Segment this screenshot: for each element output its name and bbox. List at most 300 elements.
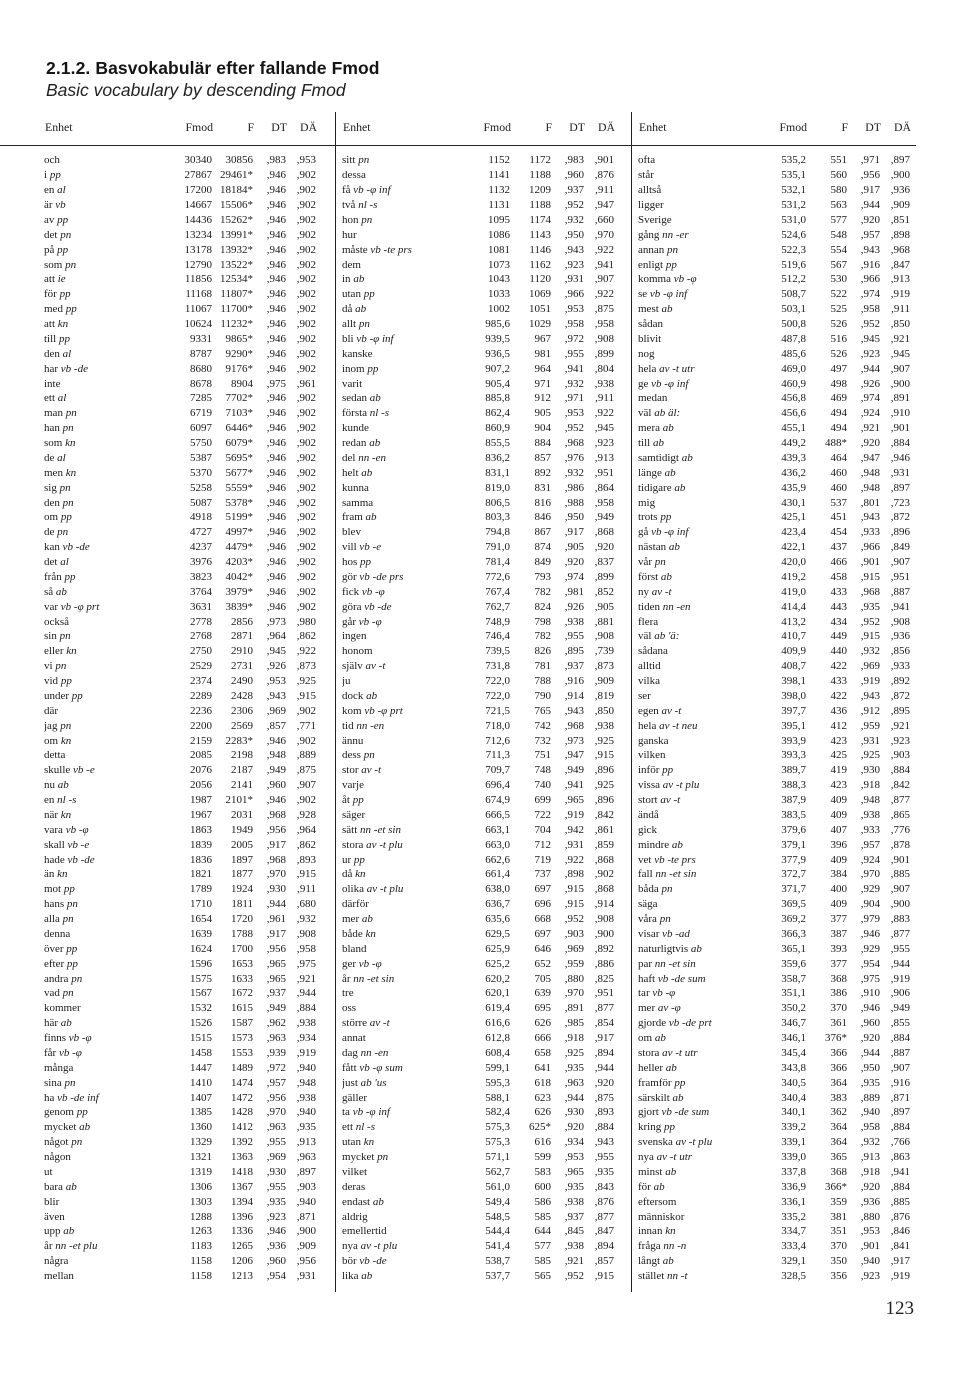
word-class: pp xyxy=(663,1121,675,1134)
cell-da: ,928 xyxy=(296,808,316,821)
cell-f: 383 xyxy=(830,1091,847,1104)
cell-f: 2871 xyxy=(231,630,253,643)
cell-fmod: 1821 xyxy=(190,868,212,881)
cell-fmod: 436,2 xyxy=(781,466,806,479)
cell-f: 419 xyxy=(830,764,847,777)
word-text: ny xyxy=(638,585,649,598)
table-row xyxy=(342,465,631,480)
word-text: i xyxy=(44,169,48,182)
cell-enhet xyxy=(44,987,162,999)
word-class: pp xyxy=(367,362,379,375)
cell-dt: ,955 xyxy=(266,1136,286,1149)
cell-fmod: 625,2 xyxy=(485,957,510,970)
word-class: vb -de xyxy=(359,1255,387,1268)
word-text: vad xyxy=(44,987,60,1000)
cell-fmod: 885,8 xyxy=(485,392,510,405)
cell-f: 409 xyxy=(830,898,847,911)
cell-fmod: 1132 xyxy=(488,184,510,197)
cell-fmod: 535,1 xyxy=(781,169,806,182)
cell-da: ,897 xyxy=(890,1106,910,1119)
word-text: människor xyxy=(638,1210,685,1223)
word-text: mellan xyxy=(44,1270,74,1283)
cell-dt: ,970 xyxy=(266,868,286,881)
cell-dt: ,946 xyxy=(266,570,286,583)
cell-f: 537 xyxy=(830,496,847,509)
word-class: ab xyxy=(369,392,381,405)
table-row xyxy=(44,614,335,629)
cell-f: 1188 xyxy=(529,169,551,182)
cell-dt: ,905 xyxy=(564,541,584,554)
cell-f: 386 xyxy=(830,987,847,1000)
word-class: ab xyxy=(55,585,67,598)
cell-da: ,945 xyxy=(890,347,910,360)
word-text: hela xyxy=(638,719,657,732)
word-text: inte xyxy=(44,377,61,390)
cell-f: 1336 xyxy=(231,1225,253,1238)
cell-fmod: 372,7 xyxy=(781,868,806,881)
cell-fmod: 612,8 xyxy=(485,1032,510,1045)
cell-da: ,886 xyxy=(594,957,614,970)
word-text: långt xyxy=(638,1255,660,1268)
cell-da: ,968 xyxy=(890,243,910,256)
cell-fmod: 629,5 xyxy=(485,927,510,940)
cell-dt: ,936 xyxy=(266,1240,286,1253)
word-class: pn xyxy=(59,630,71,643)
word-text: ut xyxy=(44,1165,53,1178)
word-text: denna xyxy=(44,927,71,940)
cell-da: ,902 xyxy=(296,585,316,598)
cell-da: ,902 xyxy=(296,347,316,360)
table-row xyxy=(638,153,916,168)
word-text: stor xyxy=(342,764,359,777)
cell-dt: ,943 xyxy=(564,704,584,717)
word-class: vb -φ xyxy=(361,585,385,598)
cell-da: ,896 xyxy=(594,794,614,807)
cell-enhet xyxy=(44,229,162,241)
word-class: ab xyxy=(653,1180,665,1193)
cell-fmod: 369,5 xyxy=(781,898,806,911)
table-rows xyxy=(342,153,631,1284)
cell-f: 440 xyxy=(830,645,847,658)
cell-fmod: 398,0 xyxy=(781,689,806,702)
word-text: vara xyxy=(44,823,63,836)
cell-enhet xyxy=(44,1240,162,1252)
cell-f: 1213 xyxy=(231,1270,253,1283)
cell-fmod: 328,5 xyxy=(781,1270,806,1283)
cell-dt: ,963 xyxy=(564,1076,584,1089)
cell-enhet xyxy=(342,333,460,345)
cell-dt: ,946 xyxy=(266,511,286,524)
cell-da: ,872 xyxy=(890,689,910,702)
cell-f: 798 xyxy=(534,615,551,628)
cell-enhet xyxy=(44,1225,162,1237)
cell-fmod: 1033 xyxy=(488,288,510,301)
cell-dt: ,941 xyxy=(564,362,584,375)
cell-dt: ,943 xyxy=(860,243,880,256)
table-row xyxy=(638,659,916,674)
word-text: endast xyxy=(342,1195,371,1208)
cell-f: 4479* xyxy=(225,541,253,554)
word-text: mig xyxy=(638,496,656,509)
table-row xyxy=(638,614,916,629)
cell-f: 737 xyxy=(534,868,551,881)
cell-f: 362 xyxy=(830,1106,847,1119)
word-text: två xyxy=(342,199,356,212)
cell-dt: ,913 xyxy=(860,1151,880,1164)
cell-f: 824 xyxy=(534,600,551,613)
cell-dt: ,959 xyxy=(564,957,584,970)
word-class: pp xyxy=(57,213,69,226)
cell-f: 409 xyxy=(830,808,847,821)
cell-da: ,951 xyxy=(594,987,614,1000)
word-class: pn xyxy=(358,154,370,167)
table-row xyxy=(638,1194,916,1209)
cell-enhet xyxy=(638,363,756,375)
table-row xyxy=(342,1194,631,1209)
cell-fmod: 1789 xyxy=(190,883,212,896)
cell-fmod: 5087 xyxy=(190,496,212,509)
cell-f: 488* xyxy=(825,437,847,450)
word-text: mest xyxy=(638,303,659,316)
table-row xyxy=(342,198,631,213)
cell-f: 788 xyxy=(534,675,551,688)
word-text: sätt xyxy=(342,823,358,836)
cell-fmod: 862,4 xyxy=(485,407,510,420)
table-row xyxy=(638,971,916,986)
cell-fmod: 1596 xyxy=(190,957,212,970)
cell-f: 1363 xyxy=(231,1151,253,1164)
cell-da: ,902 xyxy=(296,169,316,182)
cell-da: ,900 xyxy=(296,1225,316,1238)
cell-fmod: 3631 xyxy=(190,600,212,613)
cell-dt: ,938 xyxy=(564,1240,584,1253)
word-text: utan xyxy=(342,1136,361,1149)
cell-fmod: 339,2 xyxy=(781,1121,806,1134)
cell-dt: ,937 xyxy=(564,660,584,673)
cell-fmod: 369,2 xyxy=(781,913,806,926)
word-text: innan xyxy=(638,1225,663,1238)
word-class: kn xyxy=(65,437,76,450)
cell-f: 370 xyxy=(830,1240,847,1253)
cell-enhet xyxy=(44,526,162,538)
cell-da: ,949 xyxy=(890,1002,910,1015)
cell-f: 400 xyxy=(830,883,847,896)
cell-dt: ,946 xyxy=(860,1002,880,1015)
cell-fmod: 383,5 xyxy=(781,808,806,821)
word-class: ab xyxy=(668,541,680,554)
word-text: för xyxy=(44,288,57,301)
cell-fmod: 663,1 xyxy=(485,823,510,836)
cell-enhet xyxy=(638,169,756,181)
cell-enhet xyxy=(342,854,460,866)
word-text: upp xyxy=(44,1225,61,1238)
cell-dt: ,946 xyxy=(266,794,286,807)
table-row xyxy=(638,1269,916,1284)
cell-f: 831 xyxy=(534,481,551,494)
table-row xyxy=(638,213,916,228)
cell-f: 641 xyxy=(534,1061,551,1074)
word-class: av -t plu xyxy=(360,1240,398,1253)
cell-f: 1146 xyxy=(529,243,551,256)
word-class: pn xyxy=(59,481,71,494)
table-row xyxy=(342,808,631,823)
table-row xyxy=(638,1031,916,1046)
word-class: nn -t xyxy=(667,1270,688,1283)
word-text: varje xyxy=(342,779,364,792)
cell-f: 1029 xyxy=(529,318,551,331)
word-text: de xyxy=(44,451,55,464)
cell-f: 370 xyxy=(830,1002,847,1015)
cell-dt: ,955 xyxy=(564,630,584,643)
word-text: lika xyxy=(342,1270,359,1283)
cell-enhet xyxy=(44,764,162,776)
word-class: pn xyxy=(64,1076,76,1089)
cell-da: ,919 xyxy=(890,1270,910,1283)
cell-enhet xyxy=(44,1062,162,1074)
table-row xyxy=(44,912,335,927)
cell-f: 15506* xyxy=(220,199,253,212)
cell-da: ,923 xyxy=(890,734,910,747)
word-text: helt xyxy=(342,466,359,479)
table-row xyxy=(44,867,335,882)
cell-fmod: 806,5 xyxy=(485,496,510,509)
cell-f: 9290* xyxy=(225,347,253,360)
cell-dt: ,901 xyxy=(860,1240,880,1253)
word-class: vb -te prs xyxy=(654,853,696,866)
cell-da: ,898 xyxy=(890,228,910,241)
cell-dt: ,918 xyxy=(860,1165,880,1178)
cell-dt: ,932 xyxy=(564,466,584,479)
cell-fmod: 1319 xyxy=(190,1165,212,1178)
cell-dt: ,898 xyxy=(564,868,584,881)
word-text: båda xyxy=(638,883,659,896)
cell-da: ,660 xyxy=(594,213,614,226)
cell-dt: ,920 xyxy=(860,213,880,226)
cell-f: 30856 xyxy=(225,154,253,167)
word-class: ab xyxy=(355,303,367,316)
cell-da: ,941 xyxy=(594,258,614,271)
table-row xyxy=(342,1239,631,1254)
cell-f: 1174 xyxy=(529,213,551,226)
cell-fmod: 11856 xyxy=(184,273,212,286)
word-text: hans xyxy=(44,898,65,911)
table-row xyxy=(342,674,631,689)
cell-enhet xyxy=(44,184,162,196)
table-row xyxy=(342,1179,631,1194)
cell-enhet xyxy=(638,690,756,702)
word-class: vb -de xyxy=(62,541,90,554)
cell-enhet xyxy=(44,497,162,509)
word-text: först xyxy=(638,570,659,583)
cell-dt: ,975 xyxy=(860,972,880,985)
cell-da: ,862 xyxy=(296,838,316,851)
cell-enhet xyxy=(44,467,162,479)
cell-da: ,940 xyxy=(296,1061,316,1074)
cell-da: ,851 xyxy=(890,213,910,226)
cell-dt: ,943 xyxy=(266,689,286,702)
cell-dt: ,948 xyxy=(860,481,880,494)
word-class: ab xyxy=(662,1255,674,1268)
cell-dt: ,891 xyxy=(564,1002,584,1015)
cell-dt: ,981 xyxy=(564,585,584,598)
word-class: al xyxy=(60,556,69,569)
cell-fmod: 619,4 xyxy=(485,1002,510,1015)
word-class: pn xyxy=(66,898,78,911)
table-row xyxy=(44,956,335,971)
table-row xyxy=(342,629,631,644)
cell-da: ,907 xyxy=(890,556,910,569)
word-text: gick xyxy=(638,823,657,836)
cell-fmod: 661,4 xyxy=(485,868,510,881)
header-dt: DT xyxy=(271,119,287,134)
cell-dt: ,915 xyxy=(564,883,584,896)
cell-dt: ,948 xyxy=(266,749,286,762)
word-class: vb -φ sum xyxy=(359,1061,403,1074)
cell-fmod: 538,7 xyxy=(485,1255,510,1268)
cell-da: ,908 xyxy=(594,630,614,643)
cell-f: 2005 xyxy=(231,838,253,851)
cell-enhet xyxy=(342,288,460,300)
cell-dt: ,926 xyxy=(860,377,880,390)
cell-dt: ,920 xyxy=(564,556,584,569)
cell-dt: ,946 xyxy=(266,526,286,539)
cell-f: 351 xyxy=(830,1225,847,1238)
word-class: ab xyxy=(79,1121,91,1134)
cell-f: 361 xyxy=(830,1017,847,1030)
word-text: nu xyxy=(44,779,55,792)
cell-f: 381 xyxy=(830,1210,847,1223)
word-class: vb -φ inf xyxy=(651,377,689,390)
cell-fmod: 936,5 xyxy=(485,347,510,360)
cell-dt: ,937 xyxy=(564,1210,584,1223)
word-text: varit xyxy=(342,377,363,390)
word-text: annat xyxy=(342,1032,366,1045)
cell-enhet xyxy=(638,288,756,300)
table-row xyxy=(342,837,631,852)
word-text: bli xyxy=(342,332,354,345)
cell-f: 964 xyxy=(534,362,551,375)
cell-enhet xyxy=(342,511,460,523)
cell-dt: ,845 xyxy=(564,1225,584,1238)
cell-da: ,850 xyxy=(890,318,910,331)
cell-fmod: 12790 xyxy=(184,258,212,271)
cell-da: ,846 xyxy=(890,1225,910,1238)
cell-enhet xyxy=(44,1211,162,1223)
cell-da: ,941 xyxy=(890,600,910,613)
table-row xyxy=(44,703,335,718)
table-row xyxy=(342,302,631,317)
cell-fmod: 1158 xyxy=(190,1270,212,1283)
cell-enhet xyxy=(342,675,460,687)
cell-enhet xyxy=(638,987,756,999)
word-class: kn xyxy=(60,808,72,821)
word-class: ab 'us xyxy=(360,1076,387,1089)
word-text: fram xyxy=(342,511,363,524)
cell-da: ,919 xyxy=(296,1046,316,1059)
cell-f: 384 xyxy=(830,868,847,881)
cell-enhet xyxy=(638,898,756,910)
cell-f: 7103* xyxy=(225,407,253,420)
cell-enhet xyxy=(44,779,162,791)
cell-dt: ,946 xyxy=(266,288,286,301)
word-text: ett xyxy=(44,392,55,405)
cell-fmod: 791,0 xyxy=(485,541,510,554)
cell-enhet xyxy=(44,1106,162,1118)
cell-enhet xyxy=(44,1166,162,1178)
word-text: måste xyxy=(342,243,368,256)
table-column-block xyxy=(335,112,631,1292)
cell-dt: ,974 xyxy=(860,392,880,405)
table-row xyxy=(342,718,631,733)
word-text: tid xyxy=(342,719,354,732)
cell-f: 364 xyxy=(830,1136,847,1149)
cell-f: 623 xyxy=(534,1091,551,1104)
word-text: inför xyxy=(638,764,660,777)
cell-fmod: 423,4 xyxy=(781,526,806,539)
cell-enhet xyxy=(44,392,162,404)
word-class: pp xyxy=(665,258,677,271)
cell-enhet xyxy=(342,1136,460,1148)
cell-f: 13932* xyxy=(220,243,253,256)
cell-fmod: 1288 xyxy=(190,1210,212,1223)
cell-da: ,903 xyxy=(890,749,910,762)
cell-enhet xyxy=(342,898,460,910)
word-text: ännu xyxy=(342,734,364,747)
cell-enhet xyxy=(44,675,162,687)
cell-f: 9865* xyxy=(225,332,253,345)
cell-enhet xyxy=(638,199,756,211)
table-row xyxy=(342,1001,631,1016)
cell-fmod: 422,1 xyxy=(781,541,806,554)
cell-fmod: 1654 xyxy=(190,913,212,926)
cell-enhet xyxy=(638,809,756,821)
cell-enhet xyxy=(44,378,162,390)
cell-f: 530 xyxy=(830,273,847,286)
table-row xyxy=(44,1001,335,1016)
cell-fmod: 398,1 xyxy=(781,675,806,688)
word-text: visar xyxy=(638,927,660,940)
word-text: ha xyxy=(44,1091,55,1104)
word-text: fått xyxy=(342,1061,357,1074)
cell-dt: ,918 xyxy=(564,1032,584,1045)
cell-da: ,847 xyxy=(890,258,910,271)
word-text: just xyxy=(342,1076,358,1089)
cell-dt: ,946 xyxy=(266,422,286,435)
cell-da: ,766 xyxy=(890,1136,910,1149)
cell-fmod: 336,9 xyxy=(781,1180,806,1193)
cell-fmod: 425,1 xyxy=(781,511,806,524)
cell-enhet xyxy=(638,1002,756,1014)
cell-dt: ,936 xyxy=(860,1195,880,1208)
cell-f: 1209 xyxy=(529,184,551,197)
cell-dt: ,970 xyxy=(860,868,880,881)
cell-dt: ,947 xyxy=(564,749,584,762)
cell-enhet xyxy=(638,571,756,583)
word-text: också xyxy=(44,615,70,628)
word-class: pn xyxy=(62,913,74,926)
cell-dt: ,930 xyxy=(860,764,880,777)
cell-da: ,864 xyxy=(594,481,614,494)
word-text: hade xyxy=(44,853,65,866)
word-text: egen xyxy=(638,704,659,717)
word-text: eller xyxy=(44,645,64,658)
cell-f: 516 xyxy=(830,332,847,345)
word-class: ab xyxy=(63,1225,75,1238)
cell-dt: ,921 xyxy=(860,422,880,435)
cell-fmod: 803,3 xyxy=(485,511,510,524)
cell-dt: ,912 xyxy=(860,704,880,717)
cell-f: 874 xyxy=(534,541,551,554)
